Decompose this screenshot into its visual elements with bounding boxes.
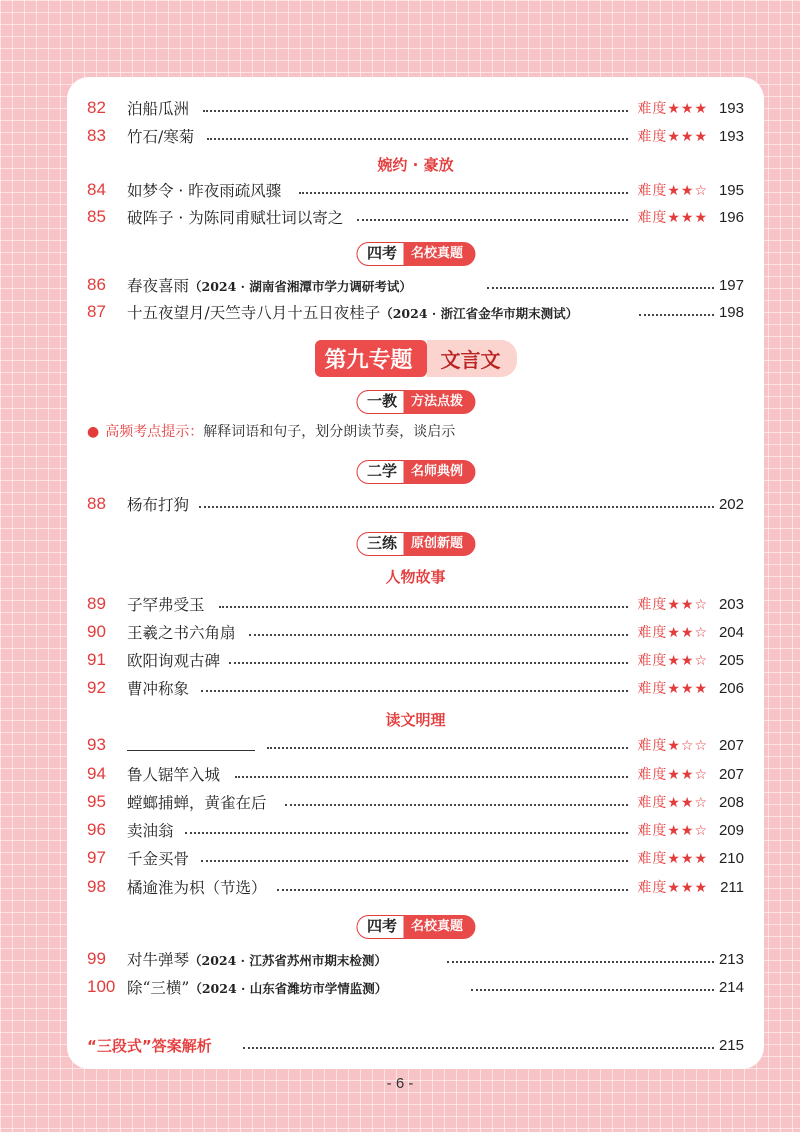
- answer-section-link[interactable]: “三段式”答案解析: [87, 1037, 212, 1055]
- toc-row[interactable]: [67, 619, 764, 645]
- item-number: 94: [87, 764, 106, 783]
- tag-value: 名师典例: [403, 460, 475, 484]
- item-number: 92: [87, 678, 106, 697]
- toc-row[interactable]: [67, 95, 764, 121]
- page-ref: 198: [718, 303, 744, 321]
- difficulty-rating: 难度★★★: [637, 129, 708, 145]
- item-number: 85: [87, 207, 106, 226]
- topic-number: 第九专题: [314, 340, 426, 377]
- leader-dots: [639, 314, 714, 316]
- leader-dots: [299, 192, 628, 194]
- section-heading: 人物故事: [385, 568, 446, 586]
- page-ref: 206: [718, 679, 744, 697]
- item-title: 十五夜望月/天竺寺八月十五日夜桂子（2024 · 浙江省金华市期末测试）: [127, 304, 579, 322]
- difficulty-rating: 难度★★☆: [637, 795, 708, 811]
- tip-text: 解释词语和句子，划分朗读节奏，谈启示: [203, 424, 456, 440]
- toc-row[interactable]: [67, 491, 764, 517]
- toc-row[interactable]: [67, 946, 764, 972]
- item-number: 100: [87, 977, 116, 996]
- toc-row[interactable]: [67, 177, 764, 203]
- section-tag-yijiao: [356, 390, 475, 414]
- page-ref: 211: [720, 878, 744, 896]
- difficulty-rating: 难度★☆☆: [637, 738, 708, 754]
- leader-dots: [185, 832, 628, 834]
- difficulty-rating: 难度★★★: [637, 880, 708, 896]
- page-ref: 214: [718, 978, 744, 996]
- section-tag-sikao: [356, 915, 475, 939]
- item-number: 84: [87, 180, 106, 199]
- difficulty-rating: 难度★★☆: [637, 597, 708, 613]
- tag-value: 方法点拨: [403, 390, 475, 414]
- section-tag-sanlian: [356, 532, 475, 556]
- leader-dots: [219, 606, 628, 608]
- toc-row[interactable]: [67, 123, 764, 149]
- difficulty-rating: 难度★★☆: [637, 767, 708, 783]
- item-number: 88: [87, 494, 106, 513]
- tag-key: 二学: [356, 460, 403, 484]
- item-number: 96: [87, 820, 106, 839]
- page-ref: 207: [718, 765, 744, 783]
- leader-dots: [235, 776, 628, 778]
- tip-label: 高频考点提示：: [105, 424, 204, 440]
- leader-dots: [277, 889, 628, 891]
- item-title: 鲁人锯竿入城: [127, 766, 221, 784]
- toc-row[interactable]: [67, 974, 764, 1000]
- item-title: 破阵子 · 为陈同甫赋壮词以寄之: [127, 209, 344, 227]
- leader-dots: [267, 747, 628, 749]
- item-number: 93: [87, 735, 106, 754]
- item-title: 曹冲称象: [127, 680, 190, 698]
- topic-title: 文言文: [427, 340, 517, 377]
- tag-key: 一教: [356, 390, 403, 414]
- page-ref: 196: [718, 208, 744, 226]
- toc-row[interactable]: [67, 732, 764, 758]
- leader-dots: [199, 506, 714, 508]
- blank-title-field[interactable]: [127, 736, 255, 755]
- item-title: 竹石/寒菊: [127, 128, 195, 146]
- item-number: 90: [87, 622, 106, 641]
- toc-row[interactable]: [67, 299, 764, 325]
- item-number: 89: [87, 594, 106, 613]
- toc-row[interactable]: [67, 761, 764, 787]
- section-heading: 读文明理: [385, 711, 446, 729]
- toc-row: [67, 1032, 764, 1058]
- section-tag-erxue: [356, 460, 475, 484]
- item-number: 95: [87, 792, 106, 811]
- leader-dots: [207, 138, 628, 140]
- difficulty-rating: 难度★★☆: [637, 653, 708, 669]
- page-ref: 205: [718, 651, 744, 669]
- leader-dots: [285, 804, 628, 806]
- page-number: - 6 -: [386, 1075, 414, 1092]
- leader-dots: [201, 690, 628, 692]
- item-number: 86: [87, 275, 106, 294]
- tag-value: 名校真题: [403, 242, 475, 266]
- page-ref: 204: [718, 623, 744, 641]
- page-ref: 213: [718, 950, 744, 968]
- toc-row[interactable]: [67, 845, 764, 871]
- item-number: 83: [87, 126, 106, 145]
- item-title: 春夜喜雨（2024 · 湖南省湘潭市学力调研考试）: [127, 277, 412, 295]
- item-title: 杨布打狗: [127, 496, 190, 514]
- item-number: 87: [87, 302, 106, 321]
- exam-tip: [87, 421, 455, 441]
- toc-row[interactable]: [67, 874, 764, 900]
- page-ref: 193: [718, 99, 744, 117]
- item-title: 除“三横”（2024 · 山东省潍坊市学情监测）: [127, 979, 388, 997]
- leader-dots: [249, 634, 628, 636]
- leader-dots: [229, 662, 628, 664]
- leader-dots: [203, 110, 628, 112]
- toc-row[interactable]: [67, 817, 764, 843]
- page-ref: 195: [718, 181, 744, 199]
- leader-dots: [487, 287, 714, 289]
- item-title: 对牛弹琴（2024 · 江苏省苏州市期末检测）: [127, 951, 387, 969]
- item-title: 王羲之书六角扇: [127, 624, 236, 642]
- item-number: 98: [87, 877, 106, 896]
- toc-row[interactable]: [67, 675, 764, 701]
- page-ref: 209: [718, 821, 744, 839]
- difficulty-rating: 难度★★★: [637, 101, 708, 117]
- tag-key: 四考: [356, 915, 403, 939]
- leader-dots: [447, 961, 714, 963]
- toc-row[interactable]: [67, 204, 764, 230]
- difficulty-rating: 难度★★☆: [637, 823, 708, 839]
- toc-row[interactable]: [67, 647, 764, 673]
- page-ref: 215: [718, 1036, 744, 1054]
- page-ref: 203: [718, 595, 744, 613]
- section-tag-sikao: [356, 242, 475, 266]
- page-ref: 207: [718, 736, 744, 754]
- item-number: 97: [87, 848, 106, 867]
- tag-value: 原创新题: [403, 532, 475, 556]
- item-title: 欧阳询观古碑: [127, 652, 221, 670]
- page-ref: 208: [718, 793, 744, 811]
- item-title: 螳螂捕蝉，黄雀在后: [127, 794, 267, 812]
- tag-key: 三练: [356, 532, 403, 556]
- page-ref: 202: [718, 495, 744, 513]
- fire-icon: ●: [87, 424, 100, 440]
- item-title: 泊船瓜洲: [127, 100, 190, 118]
- toc-row[interactable]: [67, 272, 764, 298]
- item-title: 子罕弗受玉: [127, 596, 205, 614]
- item-number: 99: [87, 949, 106, 968]
- item-number: 91: [87, 650, 106, 669]
- topic-banner: [314, 339, 516, 377]
- leader-dots: [243, 1047, 714, 1049]
- toc-row[interactable]: [67, 591, 764, 617]
- difficulty-rating: 难度★★☆: [637, 625, 708, 641]
- section-heading: 婉约 · 豪放: [377, 156, 454, 174]
- difficulty-rating: 难度★★★: [637, 851, 708, 867]
- difficulty-rating: 难度★★☆: [637, 183, 708, 199]
- item-title: 橘逾淮为枳（节选）: [127, 879, 267, 897]
- leader-dots: [357, 219, 628, 221]
- item-title: 卖油翁: [127, 822, 174, 840]
- difficulty-rating: 难度★★★: [637, 681, 708, 697]
- tag-key: 四考: [356, 242, 403, 266]
- toc-row[interactable]: [67, 789, 764, 815]
- item-title: 如梦令 · 昨夜雨疏风骤: [127, 182, 282, 200]
- tag-value: 名校真题: [403, 915, 475, 939]
- leader-dots: [471, 989, 714, 991]
- difficulty-rating: 难度★★★: [637, 210, 708, 226]
- item-title: 千金买骨: [127, 850, 190, 868]
- page-ref: 197: [718, 276, 744, 294]
- leader-dots: [201, 860, 628, 862]
- item-number: 82: [87, 98, 106, 117]
- page-ref: 193: [718, 127, 744, 145]
- toc-panel: [67, 77, 764, 1069]
- page-ref: 210: [718, 849, 744, 867]
